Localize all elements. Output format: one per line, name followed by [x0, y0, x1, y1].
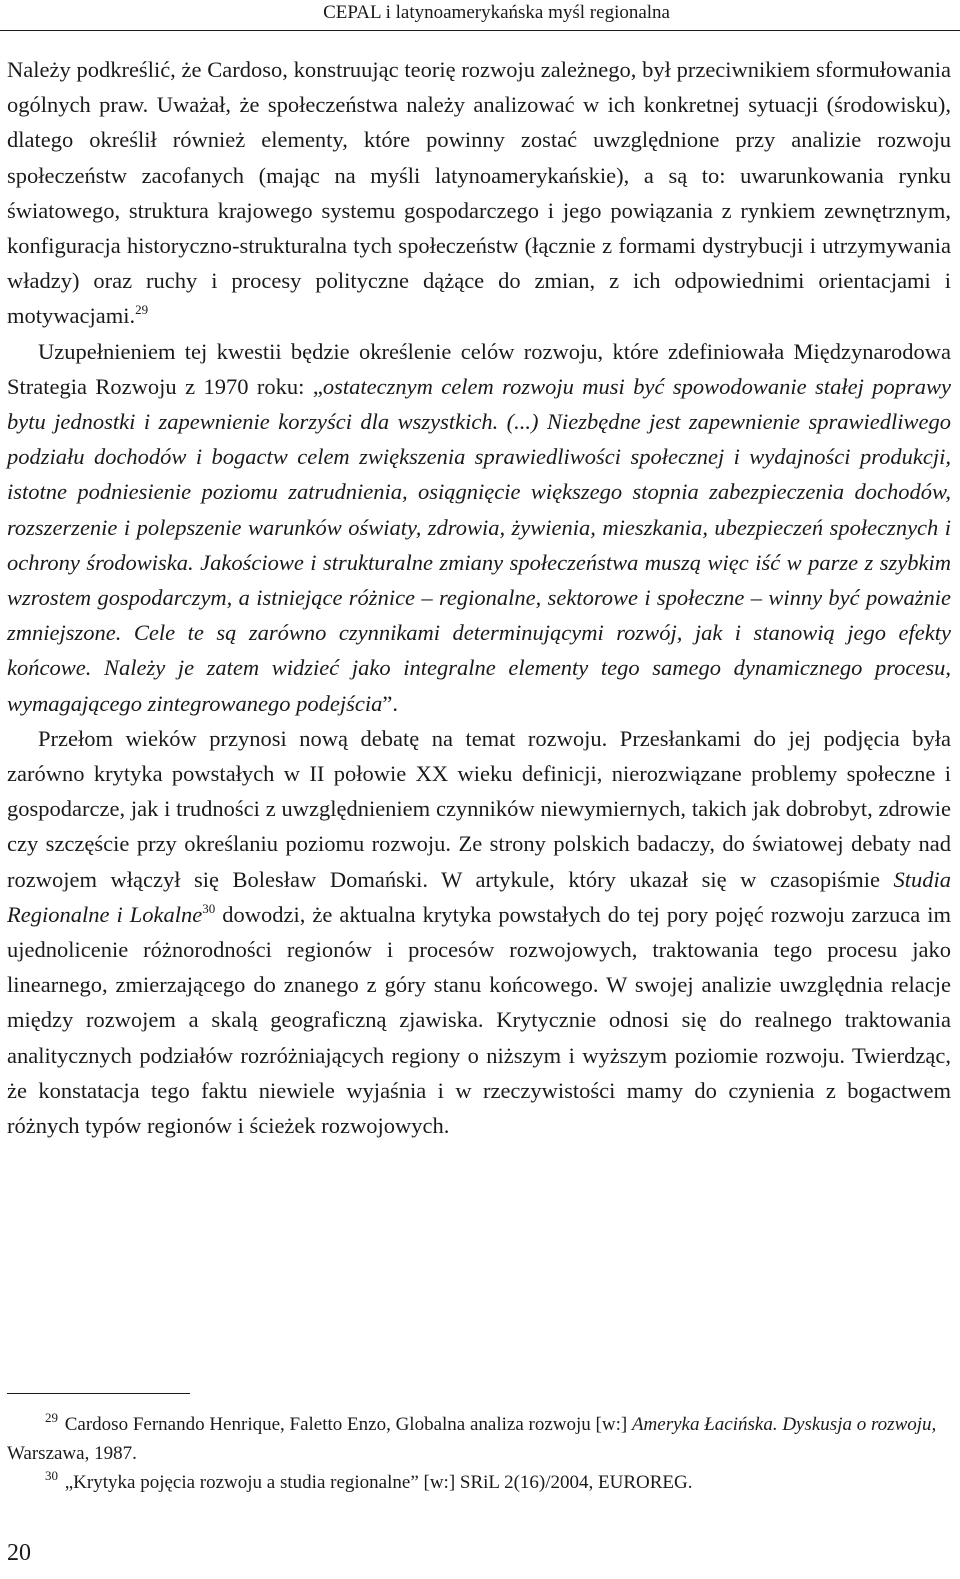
footnote-separator: [7, 1393, 190, 1394]
paragraph-2-tail: ”.: [382, 690, 398, 716]
footnote-ref-29[interactable]: 29: [135, 302, 149, 318]
page-number: 20: [7, 1540, 31, 1566]
main-text: [7, 52, 951, 1143]
paragraph-3: [7, 721, 951, 1143]
footnote-29-text-after: Warszawa, 1987.: [7, 1443, 137, 1464]
footnote-ref-30[interactable]: 30: [202, 900, 216, 916]
footnote-29-book-title: Ameryka Łacińska. Dyskusja o rozwoju,: [631, 1414, 937, 1435]
journal-title: Studia Regionalne i Lokalne: [7, 866, 951, 927]
paragraph-1: [7, 52, 951, 334]
footnote-30: [7, 1468, 951, 1497]
paragraph-2-lead: Uzupełnieniem tej kwestii będzie określenie celów rozwoju, które zdefiniowała Międzynarodowa Strategia Rozwoju z 1970 roku: „: [7, 338, 951, 399]
footnotes: [7, 1410, 951, 1497]
paragraph-3-part-2: dowodzi, że aktualna krytyka powstałych do tej pory pojęć rozwoju zarzuca im ujednolicenie różnorodności regionów i procesów rozwojowych, traktowania tego procesu jako linearnego, zmierzającego do znanego z góry stanu końcowego. W swojej analizie uwzględnia relacje między rozwojem a skalą geograficzną zjawiska. Krytycznie odnosi się do realnego traktowania analitycznych podziałów rozróżniających regiony o niższym i wyższym poziomie rozwoju. Twierdząc, że konstatacja tego faktu niewiele wyjaśnia i w rzeczywistości mamy do czynienia z bogactwem różnych typów regionów i ścieżek rozwojowych.: [7, 901, 951, 1139]
footnote-29-number: 29: [45, 1410, 58, 1425]
footnote-30-text: „Krytyka pojęcia rozwoju a studia regionalne” [w:] SRiL 2(16)/2004, EUROREG.: [60, 1472, 693, 1493]
running-header: [0, 0, 960, 31]
running-header-title: CEPAL i latynoamerykańska myśl regionalna: [323, 2, 670, 23]
footnote-30-number: 30: [45, 1468, 58, 1483]
paragraph-1-text: Należy podkreślić, że Cardoso, konstruując teorię rozwoju zależnego, był przeciwnikiem sformułowania ogólnych praw. Uważał, że społeczeństwa należy analizować w ich konkretnej sytuacji (środowisku), dlatego określił również elementy, które powinny zostać uwzględnione przy analizie rozwoju społeczeństw zacofanych (mając na myśli latynoamerykańskie), a są to: uwarunkowania rynku światowego, struktura krajowego systemu gospodarczego i jego powiązania z rynkiem zewnętrznym, konfiguracja historyczno-strukturalna tych społeczeństw (łącznie z formami dystrybucji i utrzymywania władzy) oraz ruchy i procesy polityczne dążące do zmian, z ich odpowiednimi orientacjami i motywacjami.: [7, 57, 951, 329]
paragraph-2: [7, 334, 951, 721]
footnote-29: [7, 1410, 951, 1468]
strategy-quote: ostatecznym celem rozwoju musi być spowodowanie stałej poprawy bytu jednostki i zapewnienie korzyści dla wszystkich. (...) Niezbędne jest zapewnienie sprawiedliwego podziału dochodów i bogactw celem zwiększenia sprawiedliwości społecznej i wydajności produkcji, istotne podniesienie poziomu zatrudnienia, osiągnięcie większego stopnia zabezpieczenia dochodów, rozszerzenie i polepszenie warunków oświaty, zdrowia, żywienia, mieszkania, ubezpieczeń społecznych i ochrony środowiska. Jakościowe i strukturalne zmiany społeczeństwa muszą więc iść w parze z szybkim wzrostem gospodarczym, a istniejące różnice – regionalne, sektorowe i społeczne – winny być poważnie zmniejszone. Cele te są zarówno czynnikami determinującymi rozwój, jak i stanowią jego efekty końcowe. Należy je zatem widzieć jako integralne elementy tego samego dynamicznego procesu, wymagającego zintegrowanego podejścia: [7, 373, 951, 716]
footnote-29-text-before: Cardoso Fernando Henrique, Faletto Enzo, Globalna analiza rozwoju [w:]: [60, 1414, 632, 1435]
paragraph-3-part-1: Przełom wieków przynosi nową debatę na temat rozwoju. Przesłankami do jej podjęcia była zarówno krytyka powstałych w II połowie XX wieku definicji, nierozwiązane problemy społeczne i gospodarcze, jak i trudności z uwzględnieniem czynników niewymiernych, takich jak dobrobyt, zdrowie czy szczęście przy określaniu poziomu rozwoju. Ze strony polskich badaczy, do światowej debaty nad rozwojem włączył się Bolesław Domański. W artykule, który ukazał się w czasopiśmie: [7, 725, 951, 892]
